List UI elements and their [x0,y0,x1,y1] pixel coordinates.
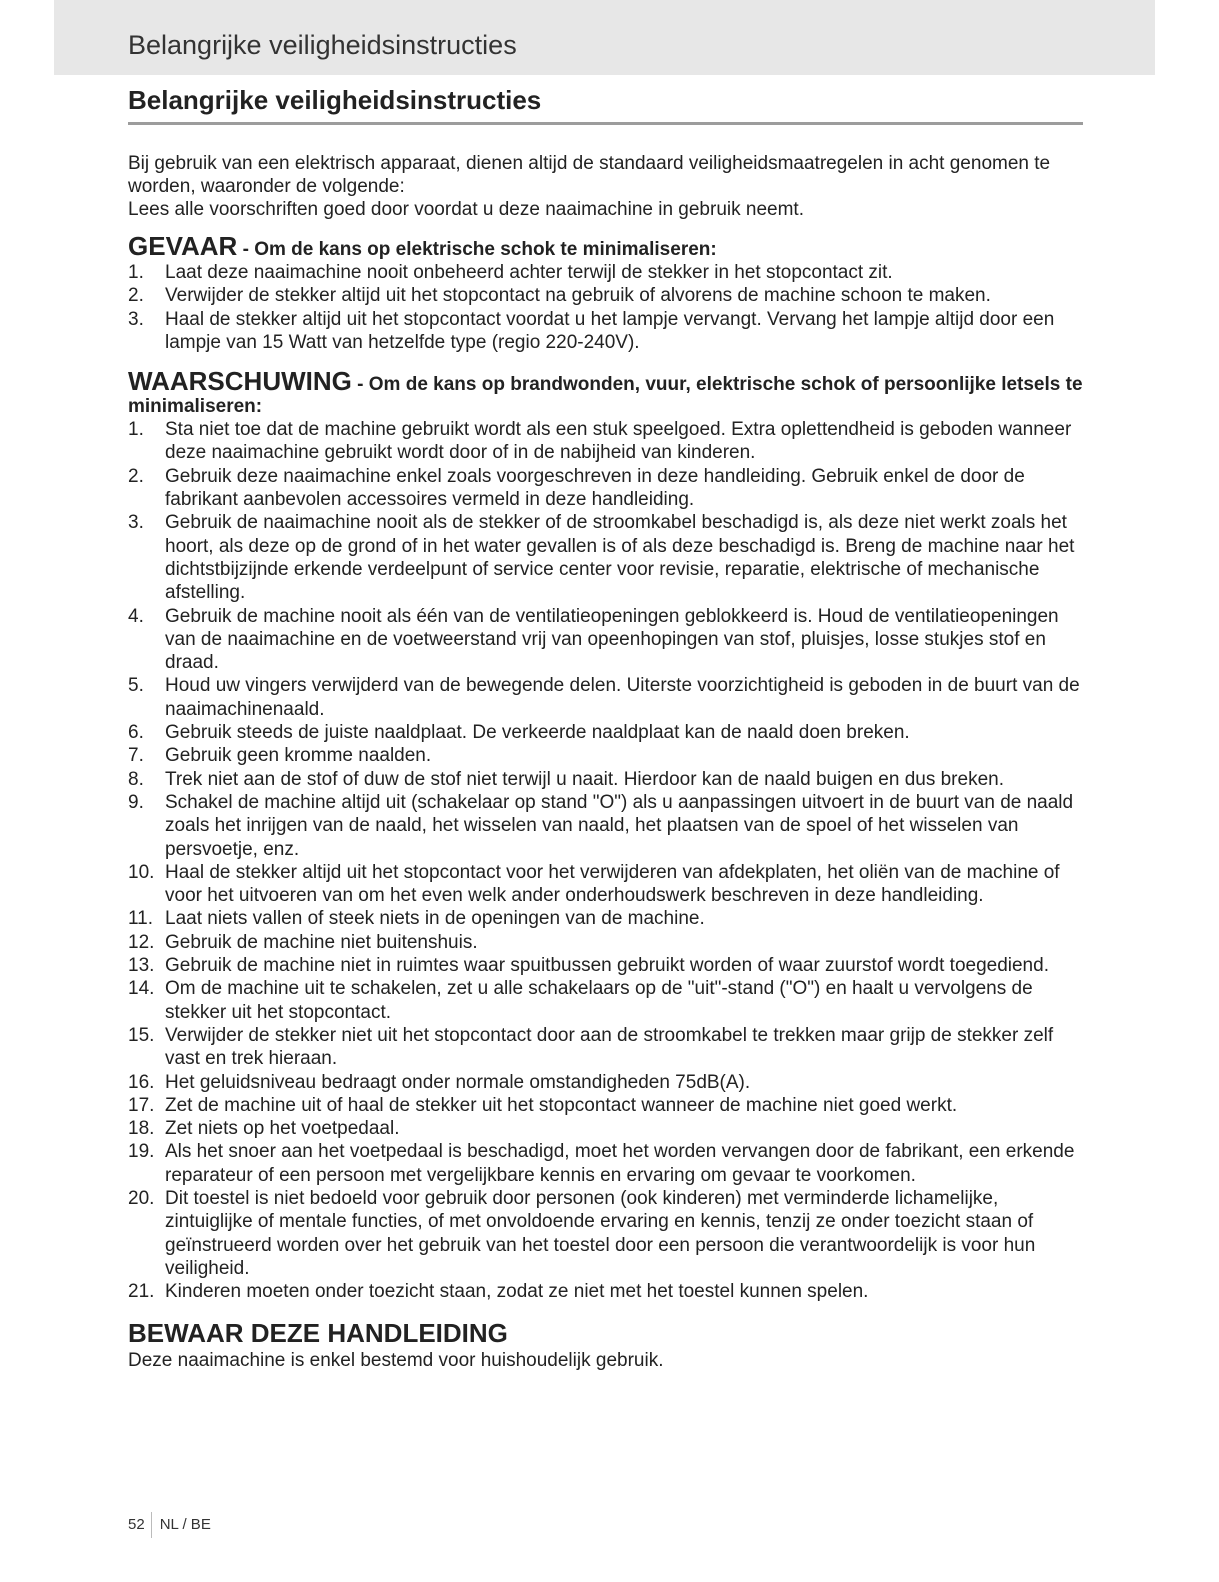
list-item [128,511,1083,604]
list-item-number: 7. [128,745,144,767]
list-item-number: 2. [128,285,144,307]
warning-list [128,418,1083,1303]
list-item-text: Zet niets op het voetpedaal. [165,1118,400,1140]
list-item-text: Kinderen moeten onder toezicht staan, zodat ze niet met het toestel kunnen spelen. [165,1281,869,1303]
list-item [128,1024,1083,1071]
list-item [128,605,1083,675]
list-item-number: 10. [128,861,155,883]
list-item [128,954,1083,977]
list-item-number: 12. [128,931,155,953]
list-item [128,1071,1083,1094]
locale-label: NL / BE [159,1515,211,1533]
list-item-number: 9. [128,791,144,813]
list-item-text: Verwijder de stekker altijd uit het stopcontact na gebruik of alvorens de machine schoon te maken. [165,285,991,307]
list-item-text: Gebruik de machine niet buitenshuis. [165,931,478,953]
list-item-text: Om de machine uit te schakelen, zet u alle schakelaars op de "uit"-stand ("O") en haalt u vervolgens de stekker uit het stopcontact. [165,978,1033,1023]
list-item [128,261,1083,284]
list-item [128,1094,1083,1117]
list-item-text: Haal de stekker altijd uit het stopcontact voor het verwijderen van afdekplaten, het oliën van de machine of voor het uitvoeren van om het even welk ander onderhoudswerk beschreven in deze handleiding. [165,861,1060,907]
danger-keyword: GEVAAR [128,231,238,261]
list-item-text: Gebruik de naaimachine nooit als de stekker of de stroomkabel beschadigd is, als deze niet werkt zoals het hoort, als deze op de grond of in het water gevallen is of als deze beschadigd is. Breng de machine naar het dichtstbijzijnde erkende verdeelpunt of service center voor revisie, reparatie, elektrische of mechanische afstelling. [165,512,1075,604]
list-item-number: 16. [128,1071,155,1093]
list-item [128,1187,1083,1280]
list-item-text: Houd uw vingers verwijderd van de bewegende delen. Uiterste voorzichtigheid is geboden in de buurt van de naaimachinenaald. [165,675,1080,720]
list-item-text: Gebruik geen kromme naalden. [165,745,432,767]
warning-subtitle: - Om de kans op brandwonden, vuur, elektrische schok of persoonlijke letsels te minimaliseren: [128,374,1083,418]
list-item-text: Verwijder de stekker niet uit het stopcontact door aan de stroomkabel te trekken maar grijp de stekker zelf vast en trek hieraan. [165,1024,1054,1070]
intro-paragraph: Bij gebruik van een elektrisch apparaat, dienen altijd de standaard veiligheidsmaatregelen in acht genomen te worden, waaronder de volgende: [128,153,1051,197]
list-item-text: Het geluidsniveau bedraagt onder normale omstandigheden 75dB(A). [165,1071,751,1093]
page-content [128,84,1083,1372]
closing-title: BEWAAR DEZE HANDLEIDING [128,1318,508,1349]
list-item [128,465,1083,512]
list-item-number: 5. [128,675,144,697]
list-item-number: 3. [128,308,144,330]
list-item-text: Gebruik steeds de juiste naaldplaat. De verkeerde naaldplaat kan de naald doen breken. [165,722,910,744]
list-item [128,674,1083,721]
list-item-text: Gebruik de machine niet in ruimtes waar spuitbussen gebruikt worden of waar zuurstof wordt toegediend. [165,955,1049,977]
header-title: Belangrijke veiligheidsinstructies [128,30,517,60]
list-item-number: 17. [128,1094,155,1116]
list-item-text: Gebruik deze naaimachine enkel zoals voorgeschreven in deze handleiding. Gebruik enkel de door de fabrikant aanbevolen accessoires vermeld in deze handleiding. [165,465,1025,511]
list-item [128,308,1083,355]
list-item [128,931,1083,954]
list-item [128,1140,1083,1187]
list-item [128,1280,1083,1303]
list-item-number: 8. [128,768,144,790]
list-item-text: Dit toestel is niet bedoeld voor gebruik door personen (ook kinderen) met verminderde lichamelijke, zintuiglijke of mentale functies, of met onvoldoende ervaring en kennis, tenzij ze onder toezicht staan of geïnstrueerd worden over het gebruik van het toestel door een persoon die verantwoordelijk is voor hun veiligheid. [165,1187,1036,1279]
list-item-text: Laat deze naaimachine nooit onbeheerd achter terwijl de stekker in het stopcontact zit. [165,262,893,283]
list-item-number: 19. [128,1141,155,1163]
list-item-text: Sta niet toe dat de machine gebruikt wordt als een stuk speelgoed. Extra oplettendheid is geboden wanneer deze naaimachine gebruikt wordt door of in de nabijheid van kinderen. [165,419,1072,464]
danger-list [128,261,1083,354]
list-item-number: 3. [128,512,144,534]
list-item [128,744,1083,767]
list-item-text: Zet de machine uit of haal de stekker uit het stopcontact wanneer de machine niet goed werkt. [165,1094,958,1116]
list-item-text: Gebruik de machine nooit als één van de ventilatieopeningen geblokkeerd is. Houd de ventilatieopeningen van de naaimachine en de voetweerstand vrij van opeenhopingen van stof, pluisjes, losse stukjes stof en draad. [165,605,1059,674]
list-item-number: 2. [128,465,144,487]
list-item [128,907,1083,930]
closing-text: Deze naaimachine is enkel bestemd voor huishoudelijk gebruik. [128,1350,664,1372]
list-item [128,1117,1083,1140]
warning-keyword: WAARSCHUWING [128,366,352,397]
list-item [128,284,1083,307]
list-item-number: 1. [128,262,144,283]
list-item-number: 15. [128,1024,155,1046]
list-item-number: 14. [128,978,155,1000]
footer [128,1512,211,1538]
list-item [128,861,1083,908]
list-item-text: Trek niet aan de stof of duw de stof niet terwijl u naait. Hierdoor kan de naald buigen en dus breken. [165,768,1004,790]
list-item-number: 11. [128,908,154,930]
list-item [128,791,1083,861]
danger-subtitle: - Om de kans op elektrische schok te minimaliseren: [237,239,717,260]
footer-divider [151,1512,152,1538]
list-item [128,977,1083,1024]
intro [128,152,1083,221]
list-item [128,768,1083,791]
list-item-number: 21. [128,1281,155,1303]
list-item-text: Schakel de machine altijd uit (schakelaar op stand "O") als u aanpassingen uitvoert in de buurt van de naald zoals het inrijgen van de naald, het wisselen van naald, het plaatsen van de spoel of het wisselen van persvoetje, enz. [165,791,1074,860]
list-item-number: 4. [128,605,144,627]
list-item-number: 13. [128,955,155,977]
list-item [128,418,1083,465]
list-item-number: 18. [128,1118,155,1140]
page-title: Belangrijke veiligheidsinstructies [128,84,1083,125]
danger-heading [128,231,1083,261]
page-number: 52 [128,1515,145,1533]
list-item-text: Laat niets vallen of steek niets in de openingen van de machine. [165,908,705,930]
list-item-text: Haal de stekker altijd uit het stopcontact voordat u het lampje vervangt. Vervang het lampje altijd door een lampje van 15 Watt van hetzelfde type (regio 220-240V). [165,308,1055,353]
list-item [128,721,1083,744]
list-item-text: Als het snoer aan het voetpedaal is beschadigd, moet het worden vervangen door de fabrikant, een erkende reparateur of een persoon met vergelijkbare kennis en ervaring om gevaar te voorkomen. [165,1141,1075,1186]
list-item-number: 20. [128,1187,155,1209]
list-item-number: 6. [128,722,144,744]
header-bar [54,0,1155,75]
list-item-number: 1. [128,419,144,441]
warning-heading [128,366,1083,418]
intro-paragraph: Lees alle voorschriften goed door voordat u deze naaimachine in gebruik neemt. [128,199,804,220]
